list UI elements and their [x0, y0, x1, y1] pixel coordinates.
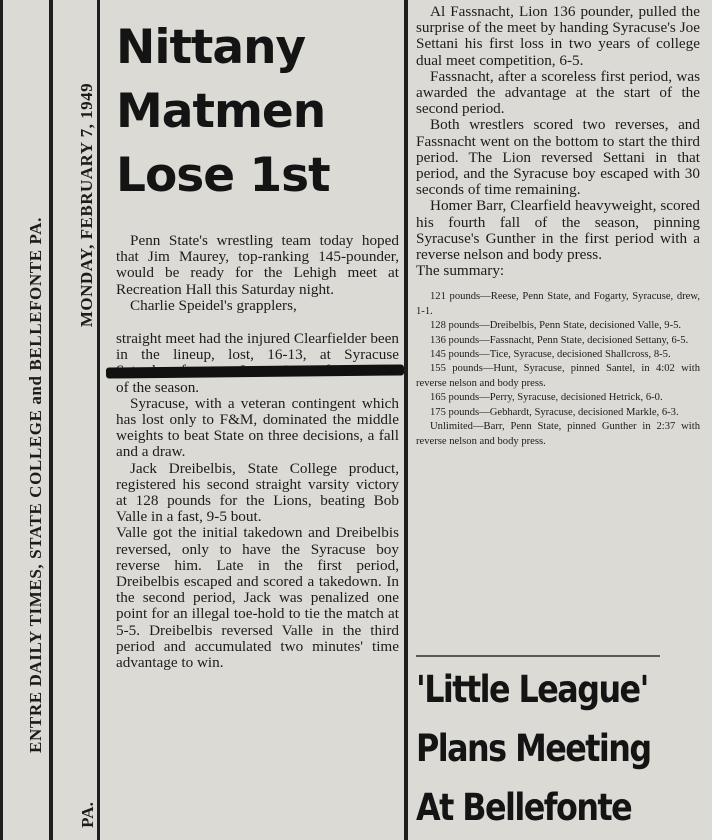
article-headline — [116, 16, 396, 208]
article-paragraph: Valle got the initial takedown and Dreibelbis reversed, only to have the Syracuse boy reverse him. Late in the first period, Dreibelbis escaped and scored a takedown. In the second period, Jack was penalized one point for an illegal toe-hold to tie the match at 5-5. Dreibelbis reversed Valle in the third period and accumulated two minutes' time advantage to win. — [116, 524, 399, 672]
article-body-right — [416, 4, 700, 449]
column-rule — [0, 0, 3, 840]
headline-rule — [416, 655, 660, 657]
summary-line: 145 pounds—Tice, Syracuse, decisioned Shallcross, 8-5. — [430, 349, 671, 361]
match-summary — [416, 290, 700, 448]
summary-line: 136 pounds—Fassnacht, Penn State, decisioned Settany, 6-5. — [430, 334, 689, 346]
summary-line: 155 pounds—Hunt, Syracuse, pinned Santel, in 4:02 with reverse nelson and body press. — [416, 363, 700, 389]
column-rule — [404, 0, 408, 840]
article-paragraph: Penn State's wrestling team today hoped that Jim Maurey, top-ranking 145-pounder, would be ready for the Lehigh meet at Recreation Hall this Saturday night. — [116, 232, 399, 298]
article-paragraph: Fassnacht, after a scoreless first period, was awarded the advantage at the start of the second period. — [416, 67, 700, 118]
date-margin — [70, 40, 104, 370]
summary-line: 128 pounds—Dreibelbis, Penn State, decisioned Valle, 9-5. — [430, 320, 682, 332]
summary-line: Unlimited—Barr, Penn State, pinned Gunther in 2:37 with reverse nelson and body press. — [416, 421, 700, 447]
margin-pa: PA. — [78, 802, 97, 828]
article-paragraph: Charlie Speidel's grapplers, — [130, 296, 297, 314]
issue-date: MONDAY, FEBRUARY 7, 1949 — [77, 82, 97, 328]
headline-line: 'Little League' — [416, 668, 648, 711]
summary-line: 175 pounds—Gebhardt, Syracuse, decisioned Markle, 6-3. — [430, 406, 679, 418]
article-paragraph: Syracuse, with a veteran contingent which has lost only to F&M, dominated the middle weights to beat State on three decisions, a fall and a draw. — [116, 394, 399, 461]
article-paragraph: Al Fassnacht, Lion 136 pounder, pulled the surprise of the meet by handing Syracuse's Joe Settani his first loss in two years of college dual meet competition, 6-5. — [416, 3, 700, 69]
headline-line: Lose 1st — [116, 148, 330, 203]
headline-line: Matmen — [116, 84, 326, 139]
article-body-left — [116, 233, 399, 671]
article-paragraph: Homer Barr, Clearfield heavyweight, scored his fourth fall of the season, pinning Syracuse's Gunther in the first period with a reverse nelson and body press. — [416, 197, 700, 264]
article-paragraph: straight meet had the injured Clearfielder been in the lineup, lost, 16-13, at Syracuse of the season. — [116, 330, 399, 396]
article-paragraph: Jack Dreibelbis, State College product, registered his second straight varsity victory at 128 pounds for the Lions, beating Bob Valle in a fast, 9-5 bout. — [116, 459, 399, 526]
summary-line: 165 pounds—Perry, Syracuse, decisioned Hetrick, 6-0. — [430, 392, 663, 404]
headline-line: Plans Meeting — [416, 727, 651, 770]
article-paragraph: Both wrestlers scored two reverses, and Fassnacht went on the bottom to start the third period. The Lion reversed Settani in that period, and the Syracuse boy escaped with 30 seconds of time remaining. — [416, 116, 700, 199]
masthead-margin — [18, 130, 54, 840]
headline-line: At Bellefonte — [416, 786, 632, 829]
summary-line: 121 pounds—Reese, Penn State, and Fogarty, Syracuse, drew, 1-1. — [416, 291, 700, 317]
headline-line: Nittany — [116, 20, 306, 75]
second-headline — [416, 660, 665, 837]
summary-label: The summary: — [416, 262, 505, 280]
paper-name: ENTRE DAILY TIMES, STATE COLLEGE and BELLEFONTE PA. — [26, 217, 45, 753]
